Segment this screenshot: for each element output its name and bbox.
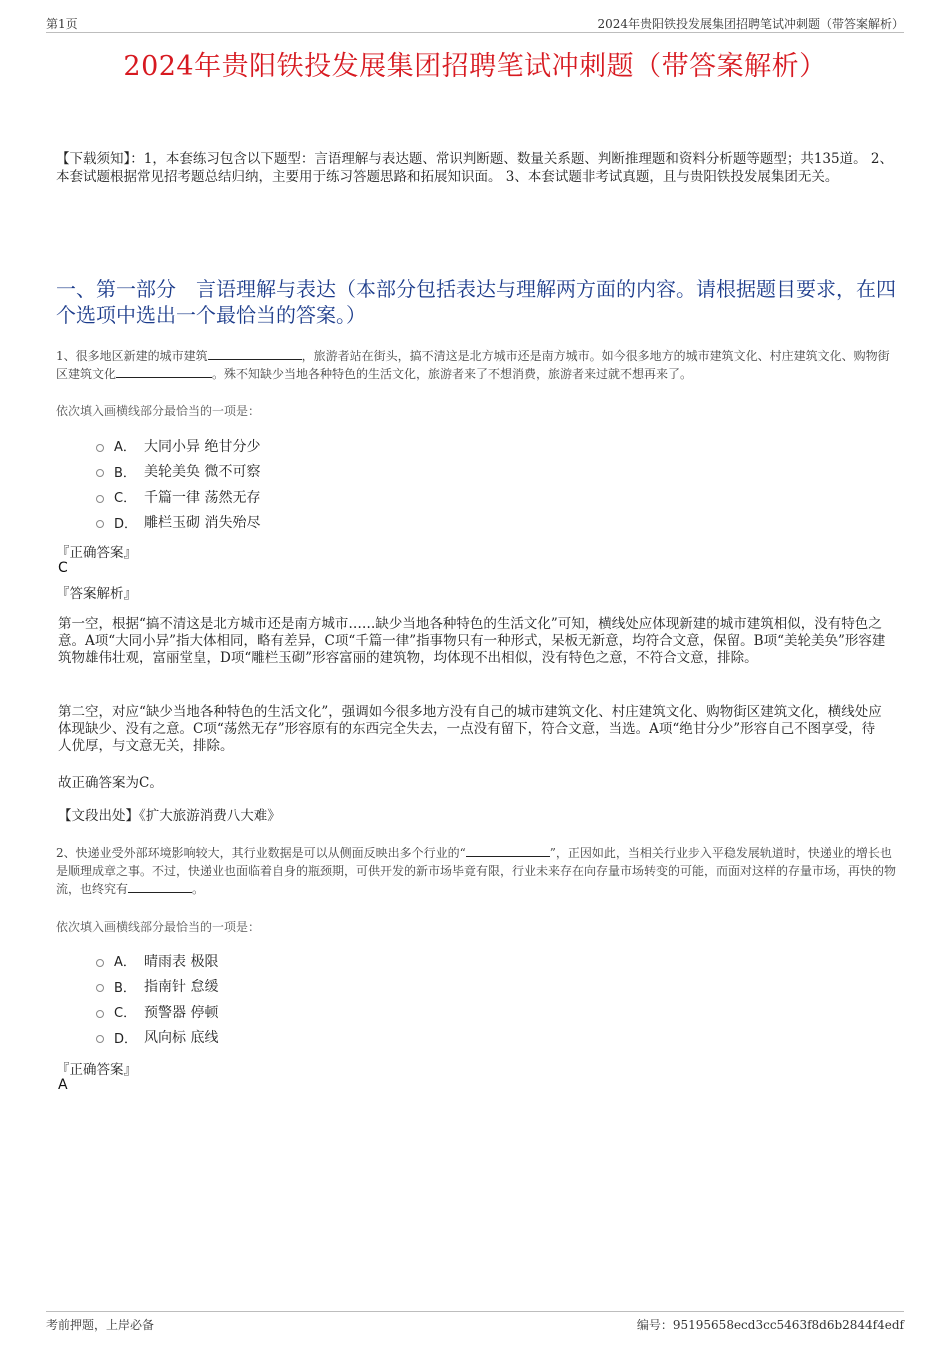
answer-value: A (58, 1077, 68, 1093)
option-c[interactable]: C． 预警器 停顿 (96, 999, 218, 1025)
page-footer (46, 1311, 904, 1332)
header-doc-title: 2024年贵阳铁投发展集团招聘笔试冲刺题（带答案解析） (597, 17, 904, 31)
radio-icon[interactable] (96, 469, 104, 477)
question-2-stem: 2、快递业受外部环境影响较大，其行业数据是可以从侧面反映出多个行业的“ ”，正因如此，当相关行业步入平稳发展轨道时，快递业的增长也是顺理成章之事。不过，快递业也面临着自身的瓶颈期，可供开发的新市场毕竟有限，行业未来存在向存量市场转变的可能，而面对这样的存量市场，再快的物流，也终究有 。 (56, 846, 897, 896)
option-a[interactable]: A． 晴雨表 极限 (96, 948, 218, 974)
footer-code: 编号：95195658ecd3cc5463f8d6b2844f4edf (636, 1318, 904, 1332)
option-d[interactable]: D． 雕栏玉砌 消失殆尽 (96, 510, 260, 536)
blank-2 (128, 881, 192, 893)
section-title: 一、第一部分 言语理解与表达（本部分包括表达与理解两方面的内容。请根据题目要求，在四个选项中选出一个最恰当的答案。） (56, 277, 896, 327)
document-title: 2024年贵阳铁投发展集团招聘笔试冲刺题（带答案解析） (123, 51, 827, 82)
text-source: 【文段出处】《扩大旅游消费八大难》 (58, 808, 281, 824)
page-header (46, 14, 904, 33)
blank-1 (466, 845, 550, 857)
option-b[interactable]: B． 指南针 怠缓 (96, 974, 218, 1000)
blank-2 (116, 366, 212, 378)
answer-label: 『正确答案』 (56, 545, 137, 561)
option-a[interactable]: A． 大同小异 绝甘分少 (96, 433, 260, 459)
radio-icon[interactable] (96, 444, 104, 452)
radio-icon[interactable] (96, 1035, 104, 1043)
blank-1 (208, 348, 302, 360)
radio-icon[interactable] (96, 1010, 104, 1018)
analysis-conclusion: 故正确答案为C。 (58, 775, 163, 791)
question-2-options (96, 948, 218, 1050)
analysis-paragraph-2: 第二空，对应“缺少当地各种特色的生活文化”，强调如今很多地方没有自己的城市建筑文化、村庄建筑文化、购物街区建筑文化，横线处应体现缺少、没有之意。C项“荡然无存”形容原有的东西完全失去，一点没有留下，符合文意，当选。A项“绝甘分少”形容自己不图享受，待人优厚，与文意无关，排除。 (58, 704, 882, 754)
analysis-paragraph-1: 第一空，根据“搞不清这是北方城市还是南方城市……缺少当地各种特色的生活文化”可知，横线处应体现新建的城市建筑相似，没有特色之意。A项“大同小异”指大体相同，略有差异，C项“千篇一律”指事物只有一种形式，呆板无新意，均符合文意，保留。B项“美轮美奂”形容建筑物雄伟壮观，富丽堂皇，D项“雕栏玉砌”形容富丽的建筑物，均体现不出相似，没有特色之意，不符合文意，排除。 (58, 616, 886, 666)
radio-icon[interactable] (96, 984, 104, 992)
question-1-options (96, 433, 260, 535)
radio-icon[interactable] (96, 959, 104, 967)
option-b[interactable]: B． 美轮美奂 微不可察 (96, 459, 260, 485)
option-d[interactable]: D． 风向标 底线 (96, 1025, 218, 1051)
page-number: 第1页 (46, 17, 78, 31)
question-2-instruction: 依次填入画横线部分最恰当的一项是： (56, 920, 261, 934)
download-notice: 【下载须知】：1，本套练习包含以下题型：言语理解与表达题、常识判断题、数量关系题、判断推理题和资料分析题等题型；共135道。 2、本套试题根据常见招考题总结归纳，主要用于练习答题思路和拓展知识面。 3、本套试题非考试真题，且与贵阳铁投发展集团无关。 (56, 151, 893, 185)
option-c[interactable]: C． 千篇一律 荡然无存 (96, 484, 260, 510)
answer-label: 『正确答案』 (56, 1062, 137, 1078)
footer-slogan: 考前押题，上岸必备 (46, 1318, 155, 1332)
radio-icon[interactable] (96, 495, 104, 503)
radio-icon[interactable] (96, 520, 104, 528)
question-1-instruction: 依次填入画横线部分最恰当的一项是： (56, 404, 261, 418)
question-1-stem: 1、很多地区新建的城市建筑 ，旅游者站在街头，搞不清这是北方城市还是南方城市。如今很多地方的城市建筑文化、村庄建筑文化、购物街区建筑文化 。殊不知缺少当地各种特色的生活文化，旅游者来了不想消费，旅游者来过就不想再来了。 (56, 349, 890, 381)
analysis-label: 『答案解析』 (56, 586, 137, 602)
answer-value: C (58, 560, 68, 576)
